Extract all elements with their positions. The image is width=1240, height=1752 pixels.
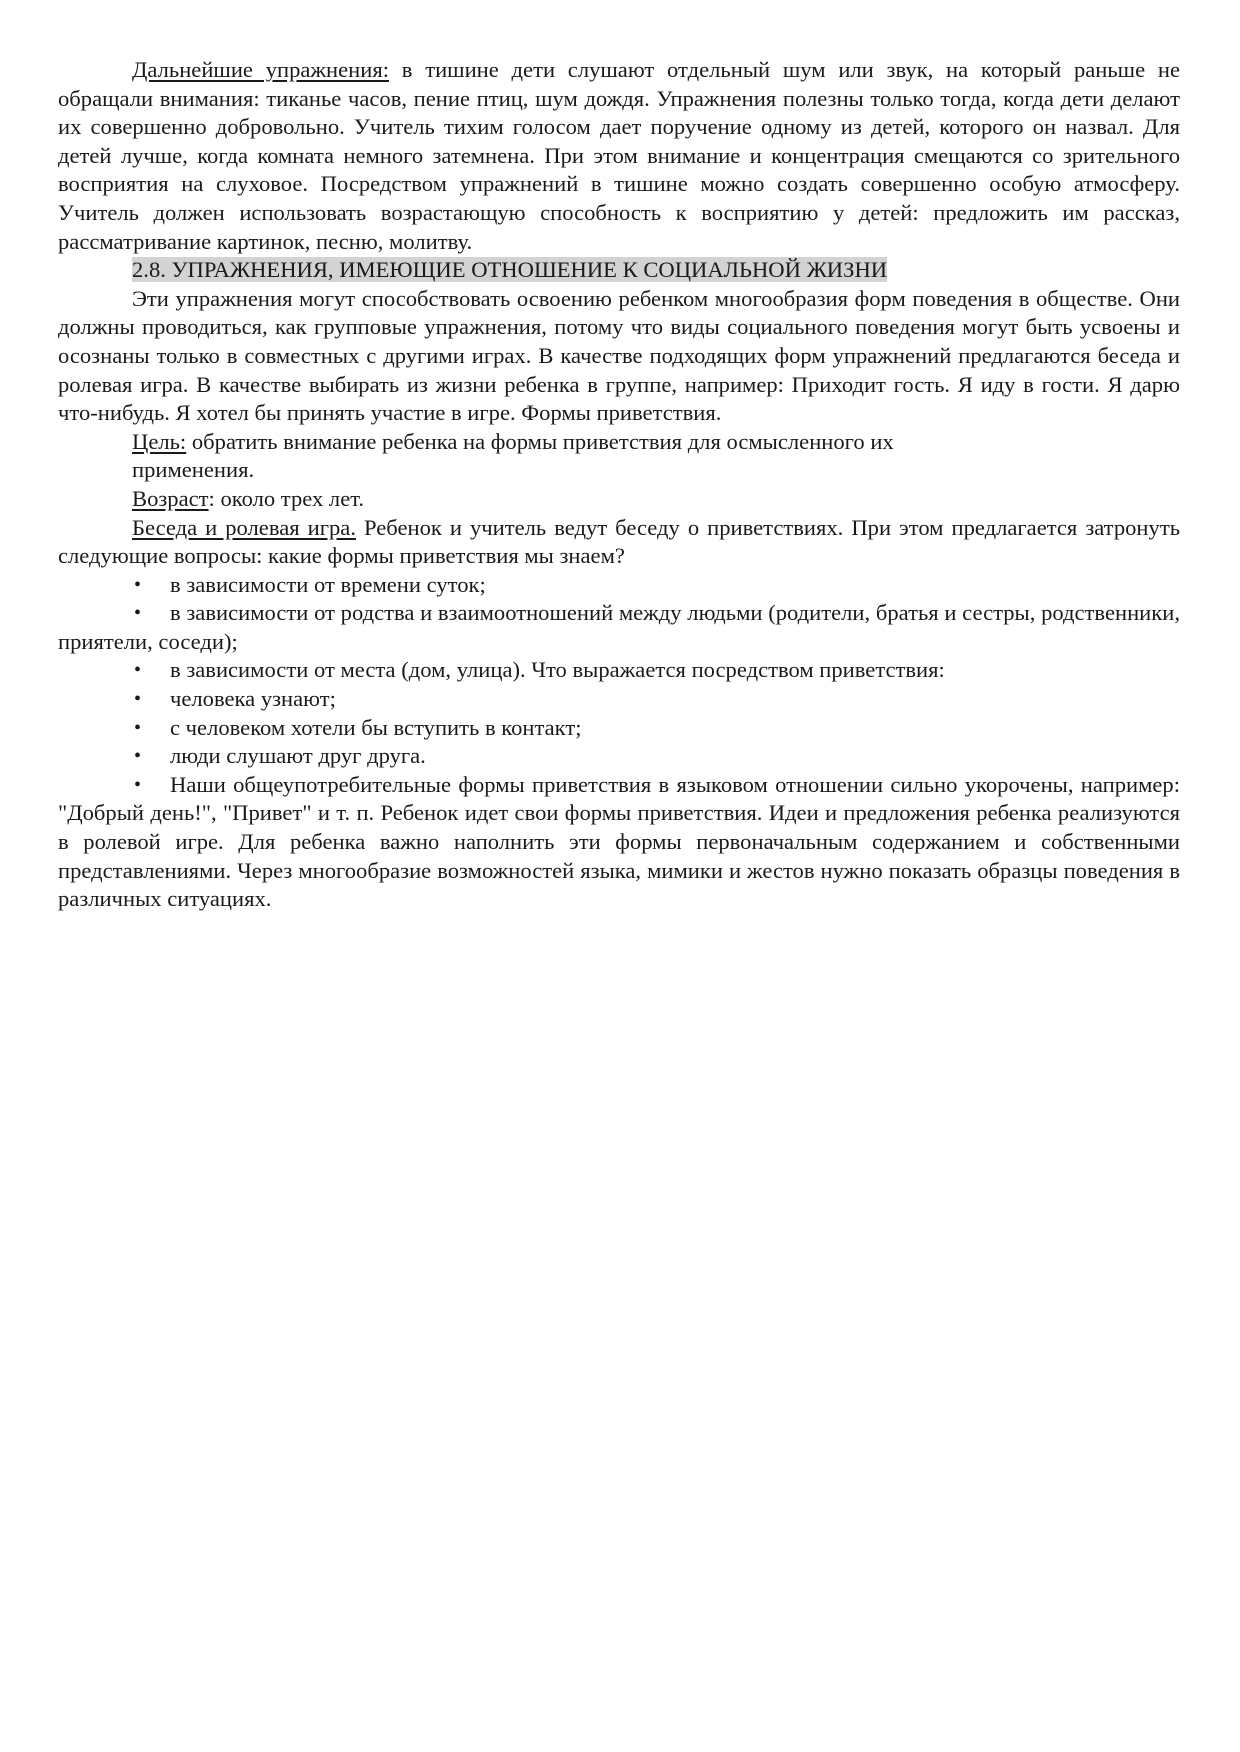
list-item (58, 571, 1180, 600)
document-page (58, 56, 1180, 914)
bullet-icon: • (134, 659, 142, 682)
age-text: : около трех лет. (208, 485, 365, 511)
age-label: Возраст (132, 485, 209, 511)
list-item-text: люди слушают друг друга. (170, 743, 426, 769)
bullet-icon: • (134, 745, 142, 768)
bullet-icon: • (134, 773, 142, 796)
paragraph-goal-continuation: применения. (132, 457, 255, 483)
conversation-label: Беседа и ролевая игра. (132, 514, 356, 540)
conversation-text: Ребенок и учитель ведут беседу о приветствиях. При этом предлагается затронуть следующие вопросы: какие формы приветствия мы знаем? (58, 514, 1180, 569)
list-item (58, 714, 1180, 743)
section-heading-text: 2.8. УПРАЖНЕНИЯ, ИМЕЮЩИЕ ОТНОШЕНИЕ К СОЦИАЛЬНОЙ ЖИЗНИ (132, 257, 888, 283)
goal-label: Цель: (132, 428, 187, 454)
list-item (58, 599, 1180, 656)
list-item (58, 742, 1180, 771)
paragraph-conversation (58, 514, 1180, 571)
list-item (58, 771, 1180, 914)
list-item-text: в зависимости от времени суток; (170, 571, 486, 597)
bullet-icon: • (134, 573, 142, 596)
bullet-icon: • (134, 716, 142, 739)
paragraph-goal (58, 428, 1180, 457)
list-item-text: в зависимости от места (дом, улица). Что выражается посредством приветствия: (170, 657, 945, 683)
further-exercises-label: Дальнейшие упражнения: (132, 57, 390, 82)
list-item (58, 685, 1180, 714)
list-item-text: человека узнают; (170, 686, 336, 712)
paragraph-social-exercises: Эти упражнения могут способствовать освоению ребенком многообразия форм поведения в обществе. Они должны проводиться, как групповые упражнения, потому что виды социального поведения могут быть усвоены и осознаны только в совместных с другими играх. В качестве подходящих форм упражнений предлагаются беседа и ролевая игра. В качестве выбирать из жизни ребенка в группе, например: Приходит гость. Я иду в гости. Я дарю что-нибудь. Я хотел бы принять участие в игре. Формы приветствия. (58, 285, 1180, 426)
list-item-text: Наши общеупотребительные формы приветствия в языковом отношении сильно укорочены, например: "Добрый день!", "Привет" и т. п. Ребенок идет свои формы приветствия. Идеи и предложения ребенка реализуются в ролевой игре. Для ребенка важно наполнить эти формы первоначальным содержанием и собственными представлениями. Через многообразие возможностей языка, мимики и жестов нужно показать образцы поведения в различных ситуациях. (58, 771, 1180, 912)
list-item-text: в зависимости от родства и взаимоотношений между людьми (родители, братья и сестры, родственники, приятели, соседи); (58, 600, 1180, 654)
list-item-text: с человеком хотели бы вступить в контакт; (170, 714, 582, 740)
further-exercises-text: в тишине дети слушают отдельный шум или звук, на который раньше не обращали внимания: тиканье часов, пение птиц, шум дождя. Упражнения полезны только тогда, когда дети делают их совершенно добровольно. Учитель тихим голосом дает поручение одному из детей, которого он назвал. Для детей лучше, когда комната немного затемнена. При этом внимание и концентрация смещаются со зрительного восприятия на слуховое. Посредством упражнений в тишине можно создать совершенно особую атмосферу. Учитель должен использовать возрастающую способность к восприятию у детей: предложить им рассказ, рассматривание картинок, песню, молитву. (58, 57, 1180, 254)
paragraph-further-exercises (58, 56, 1180, 256)
bullet-icon: • (134, 688, 142, 711)
goal-text-line1: обратить внимание ребенка на формы приветствия для осмысленного их (186, 428, 894, 454)
section-heading (58, 256, 1180, 285)
list-item (58, 656, 1180, 685)
bullet-icon: • (134, 602, 142, 625)
paragraph-age (58, 485, 1180, 514)
